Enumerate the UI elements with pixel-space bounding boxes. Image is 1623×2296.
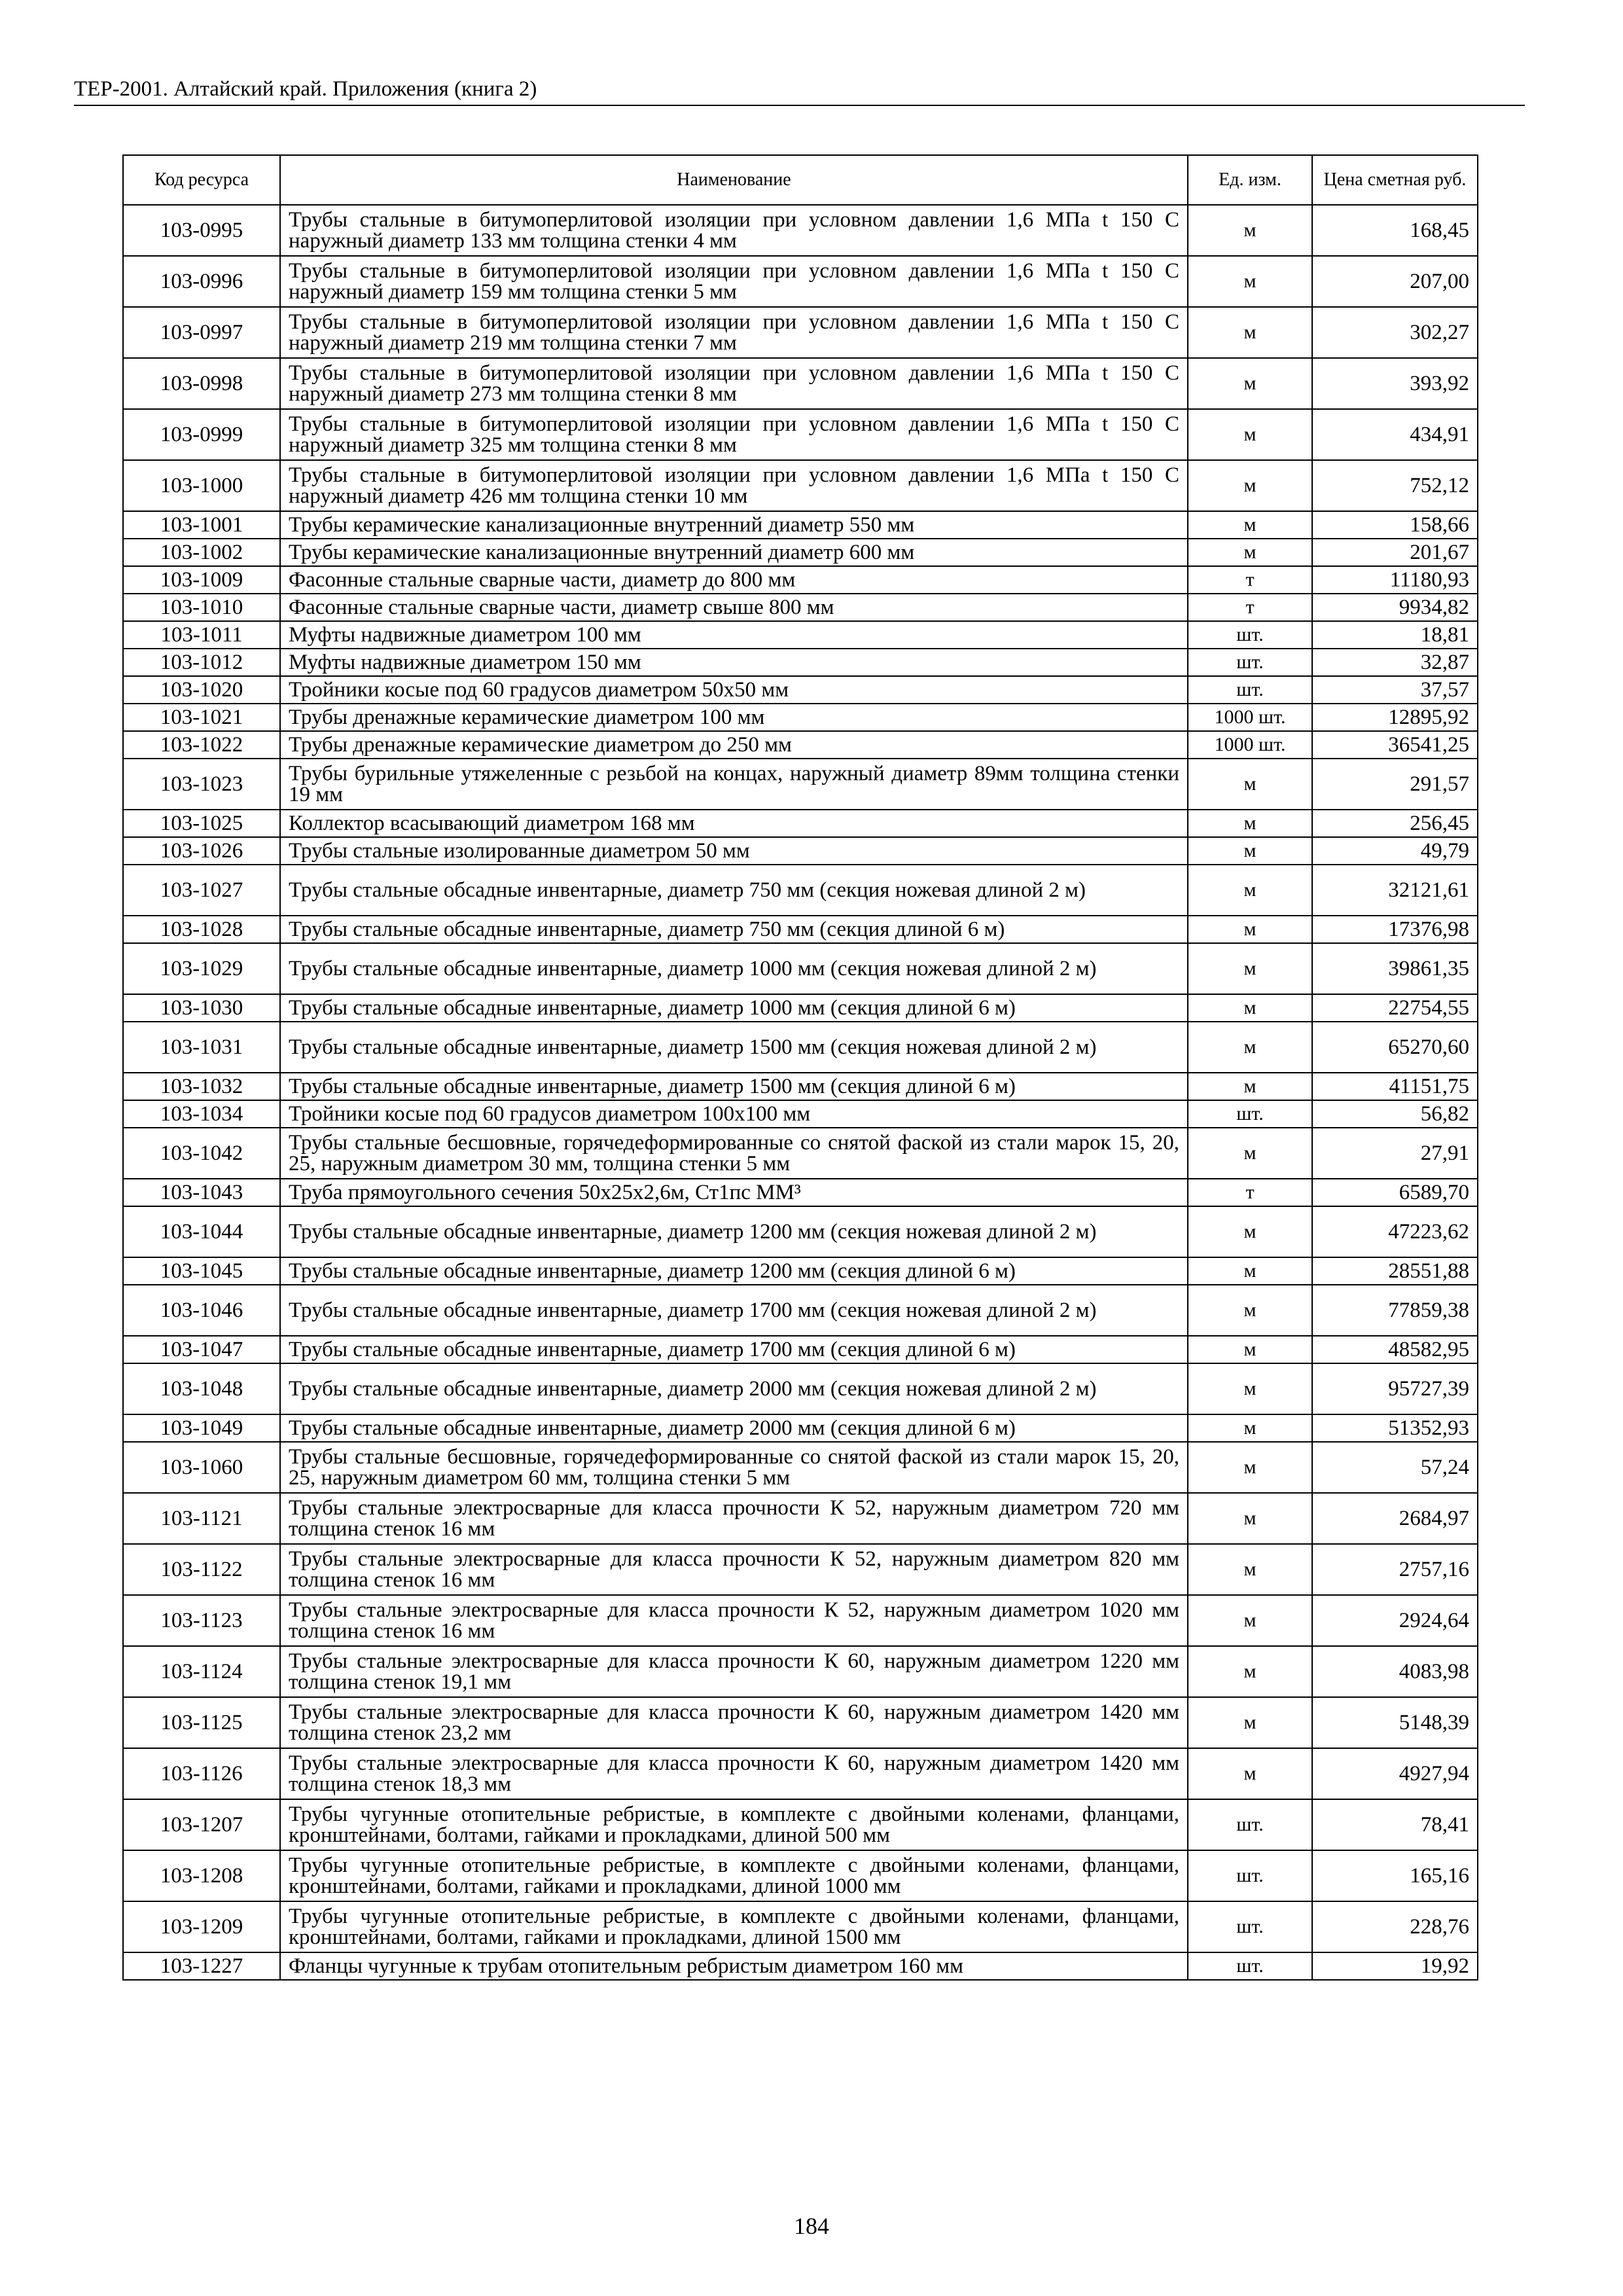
cell-unit: м: [1188, 943, 1312, 994]
cell-price: 32121,61: [1312, 865, 1478, 916]
table-row: [123, 460, 1478, 511]
cell-unit: м: [1188, 759, 1312, 810]
table-row: [123, 1336, 1478, 1363]
cell-unit: м: [1188, 1646, 1312, 1697]
cell-name: Трубы стальные обсадные инвентарные, диаметр 2000 мм (секция длиной 6 м): [280, 1414, 1188, 1442]
cell-code: 103-1123: [123, 1595, 280, 1646]
cell-code: 103-1049: [123, 1414, 280, 1442]
cell-code: 103-1126: [123, 1748, 280, 1799]
cell-code: 103-1060: [123, 1442, 280, 1493]
cell-name: Трубы стальные обсадные инвентарные, диаметр 1000 мм (секция длиной 6 м): [280, 994, 1188, 1022]
cell-code: 103-1020: [123, 676, 280, 704]
cell-name: Трубы стальные электросварные для класса прочности К 60, наружным диаметром 1220 мм толщина стенок 19,1 мм: [280, 1646, 1188, 1697]
cell-price: 78,41: [1312, 1799, 1478, 1850]
cell-unit: м: [1188, 256, 1312, 307]
cell-unit: м: [1188, 1595, 1312, 1646]
table-row: [123, 916, 1478, 943]
cell-name: Трубы стальные обсадные инвентарные, диаметр 1500 мм (секция длиной 6 м): [280, 1073, 1188, 1100]
table-row: [123, 539, 1478, 566]
document-title: ТЕР-2001. Алтайский край. Приложения (книга 2): [74, 77, 537, 101]
cell-price: 51352,93: [1312, 1414, 1478, 1442]
table-row: [123, 1595, 1478, 1646]
cell-code: 103-1208: [123, 1850, 280, 1901]
cell-code: 103-1028: [123, 916, 280, 943]
cell-name: Трубы стальные бесшовные, горячедеформированные со снятой фаской из стали марок 15, 20, 25, наружным диаметром 60 мм, толщина стенки 5 мм: [280, 1442, 1188, 1493]
cell-code: 103-1029: [123, 943, 280, 994]
table-row: [123, 594, 1478, 621]
cell-price: 2924,64: [1312, 1595, 1478, 1646]
cell-code: 103-1031: [123, 1022, 280, 1073]
cell-name: Трубы стальные обсадные инвентарные, диаметр 1200 мм (секция длиной 6 м): [280, 1257, 1188, 1285]
cell-unit: шт.: [1188, 676, 1312, 704]
column-header-unit: Ед. изм.: [1188, 155, 1312, 205]
table-row: [123, 1952, 1478, 1980]
cell-code: 103-0996: [123, 256, 280, 307]
cell-unit: шт.: [1188, 1850, 1312, 1901]
page-number: 184: [794, 2213, 829, 2239]
cell-price: 95727,39: [1312, 1363, 1478, 1414]
cell-unit: м: [1188, 1257, 1312, 1285]
cell-unit: шт.: [1188, 649, 1312, 676]
cell-code: 103-1023: [123, 759, 280, 810]
cell-name: Трубы стальные электросварные для класса прочности К 52, наружным диаметром 720 мм толщина стенок 16 мм: [280, 1493, 1188, 1544]
cell-price: 165,16: [1312, 1850, 1478, 1901]
cell-code: 103-1043: [123, 1179, 280, 1206]
cell-price: 393,92: [1312, 358, 1478, 409]
cell-price: 56,82: [1312, 1100, 1478, 1128]
cell-price: 11180,93: [1312, 566, 1478, 594]
cell-code: 103-1027: [123, 865, 280, 916]
cell-unit: м: [1188, 1414, 1312, 1442]
cell-name: Трубы стальные электросварные для класса прочности К 52, наружным диаметром 820 мм толщина стенок 16 мм: [280, 1544, 1188, 1595]
cell-code: 103-1045: [123, 1257, 280, 1285]
cell-unit: м: [1188, 865, 1312, 916]
table-row: [123, 1493, 1478, 1544]
table-row: [123, 1206, 1478, 1257]
cell-price: 201,67: [1312, 539, 1478, 566]
column-header-name: Наименование: [280, 155, 1188, 205]
cell-code: 103-1042: [123, 1128, 280, 1179]
column-header-code: Код ресурса: [123, 155, 280, 205]
cell-code: 103-1032: [123, 1073, 280, 1100]
cell-code: 103-1209: [123, 1901, 280, 1952]
table-row: [123, 1697, 1478, 1748]
cell-name: Тройники косые под 60 градусов диаметром 50х50 мм: [280, 676, 1188, 704]
table-row: [123, 409, 1478, 460]
cell-name: Трубы чугунные отопительные ребристые, в комплекте с двойными коленами, фланцами, кронштейнами, болтами, гайками и прокладками, длиной 500 мм: [280, 1799, 1188, 1850]
cell-unit: м: [1188, 1285, 1312, 1336]
table-row: [123, 205, 1478, 256]
cell-code: 103-1002: [123, 539, 280, 566]
cell-unit: м: [1188, 409, 1312, 460]
cell-price: 434,91: [1312, 409, 1478, 460]
table-row: [123, 865, 1478, 916]
table-row: [123, 759, 1478, 810]
cell-price: 41151,75: [1312, 1073, 1478, 1100]
table-row: [123, 994, 1478, 1022]
cell-code: 103-0999: [123, 409, 280, 460]
table-row: [123, 1646, 1478, 1697]
cell-name: Трубы стальные обсадные инвентарные, диаметр 1700 мм (секция ножевая длиной 2 м): [280, 1285, 1188, 1336]
cell-name: Трубы стальные обсадные инвентарные, диаметр 2000 мм (секция ножевая длиной 2 м): [280, 1363, 1188, 1414]
cell-name: Фланцы чугунные к трубам отопительным ребристым диаметром 160 мм: [280, 1952, 1188, 1980]
cell-code: 103-1009: [123, 566, 280, 594]
cell-unit: м: [1188, 1544, 1312, 1595]
cell-unit: т: [1188, 594, 1312, 621]
cell-unit: м: [1188, 1073, 1312, 1100]
table-row: [123, 511, 1478, 539]
table-row: [123, 1363, 1478, 1414]
cell-price: 39861,35: [1312, 943, 1478, 994]
cell-name: Муфты надвижные диаметром 150 мм: [280, 649, 1188, 676]
cell-name: Трубы дренажные керамические диаметром до 250 мм: [280, 731, 1188, 759]
cell-price: 291,57: [1312, 759, 1478, 810]
cell-unit: т: [1188, 566, 1312, 594]
table-row: [123, 256, 1478, 307]
cell-name: Трубы керамические канализационные внутренний диаметр 550 мм: [280, 511, 1188, 539]
cell-unit: м: [1188, 1206, 1312, 1257]
cell-unit: шт.: [1188, 621, 1312, 649]
cell-code: 103-1125: [123, 1697, 280, 1748]
cell-code: 103-1021: [123, 704, 280, 731]
cell-name: Трубы стальные бесшовные, горячедеформированные со снятой фаской из стали марок 15, 20, 25, наружным диаметром 30 мм, толщина стенки 5 мм: [280, 1128, 1188, 1179]
cell-price: 17376,98: [1312, 916, 1478, 943]
cell-code: 103-1012: [123, 649, 280, 676]
cell-unit: м: [1188, 1022, 1312, 1073]
table-row: [123, 676, 1478, 704]
cell-name: Фасонные стальные сварные части, диаметр свыше 800 мм: [280, 594, 1188, 621]
table-row: [123, 704, 1478, 731]
cell-code: 103-1011: [123, 621, 280, 649]
table-row: [123, 307, 1478, 358]
table-row: [123, 1128, 1478, 1179]
table-row: [123, 1799, 1478, 1850]
cell-code: 103-1122: [123, 1544, 280, 1595]
table-row: [123, 943, 1478, 994]
cell-price: 65270,60: [1312, 1022, 1478, 1073]
cell-price: 47223,62: [1312, 1206, 1478, 1257]
table-row: [123, 1901, 1478, 1952]
table-row: [123, 1100, 1478, 1128]
cell-price: 302,27: [1312, 307, 1478, 358]
cell-name: Фасонные стальные сварные части, диаметр до 800 мм: [280, 566, 1188, 594]
cell-unit: шт.: [1188, 1901, 1312, 1952]
cell-name: Трубы чугунные отопительные ребристые, в комплекте с двойными коленами, фланцами, кронштейнами, болтами, гайками и прокладками, длиной 1000 мм: [280, 1850, 1188, 1901]
cell-price: 6589,70: [1312, 1179, 1478, 1206]
cell-name: Коллектор всасывающий диаметром 168 мм: [280, 810, 1188, 837]
cell-code: 103-1044: [123, 1206, 280, 1257]
cell-price: 168,45: [1312, 205, 1478, 256]
cell-unit: м: [1188, 994, 1312, 1022]
cell-code: 103-1048: [123, 1363, 280, 1414]
cell-price: 12895,92: [1312, 704, 1478, 731]
cell-unit: шт.: [1188, 1799, 1312, 1850]
table-row: [123, 649, 1478, 676]
cell-name: Трубы стальные в битумоперлитовой изоляции при условном давлении 1,6 МПа t 150 С наружный диаметр 133 мм толщина стенки 4 мм: [280, 205, 1188, 256]
cell-name: Трубы стальные электросварные для класса прочности К 60, наружным диаметром 1420 мм толщина стенок 18,3 мм: [280, 1748, 1188, 1799]
cell-name: Трубы стальные обсадные инвентарные, диаметр 1200 мм (секция ножевая длиной 2 м): [280, 1206, 1188, 1257]
cell-name: Трубы дренажные керамические диаметром 100 мм: [280, 704, 1188, 731]
cell-code: 103-1046: [123, 1285, 280, 1336]
cell-name: Трубы чугунные отопительные ребристые, в комплекте с двойными коленами, фланцами, кронштейнами, болтами, гайками и прокладками, длиной 1500 мм: [280, 1901, 1188, 1952]
cell-name: Трубы стальные обсадные инвентарные, диаметр 1000 мм (секция ножевая длиной 2 м): [280, 943, 1188, 994]
cell-name: Трубы стальные в битумоперлитовой изоляции при условном давлении 1,6 МПа t 150 С наружный диаметр 273 мм толщина стенки 8 мм: [280, 358, 1188, 409]
cell-unit: 1000 шт.: [1188, 704, 1312, 731]
table-body: [123, 205, 1478, 1980]
cell-code: 103-0995: [123, 205, 280, 256]
cell-price: 49,79: [1312, 837, 1478, 865]
cell-unit: 1000 шт.: [1188, 731, 1312, 759]
cell-name: Трубы стальные обсадные инвентарные, диаметр 750 мм (секция длиной 6 м): [280, 916, 1188, 943]
cell-price: 28551,88: [1312, 1257, 1478, 1285]
table-row: [123, 1022, 1478, 1073]
cell-unit: т: [1188, 1179, 1312, 1206]
cell-name: Трубы стальные в битумоперлитовой изоляции при условном давлении 1,6 МПа t 150 С наружный диаметр 219 мм толщина стенки 7 мм: [280, 307, 1188, 358]
cell-code: 103-1022: [123, 731, 280, 759]
cell-name: Трубы стальные электросварные для класса прочности К 60, наружным диаметром 1420 мм толщина стенок 23,2 мм: [280, 1697, 1188, 1748]
cell-code: 103-1047: [123, 1336, 280, 1363]
cell-unit: м: [1188, 837, 1312, 865]
cell-code: 103-1121: [123, 1493, 280, 1544]
cell-price: 5148,39: [1312, 1697, 1478, 1748]
cell-price: 2684,97: [1312, 1493, 1478, 1544]
cell-unit: м: [1188, 810, 1312, 837]
cell-price: 207,00: [1312, 256, 1478, 307]
cell-code: 103-0998: [123, 358, 280, 409]
price-table-container: [122, 154, 1477, 1981]
cell-name: Трубы керамические канализационные внутренний диаметр 600 мм: [280, 539, 1188, 566]
cell-unit: м: [1188, 1493, 1312, 1544]
cell-unit: м: [1188, 1748, 1312, 1799]
cell-unit: м: [1188, 1128, 1312, 1179]
cell-name: Трубы стальные в битумоперлитовой изоляции при условном давлении 1,6 МПа t 150 С наружный диаметр 325 мм толщина стенки 8 мм: [280, 409, 1188, 460]
cell-name: Трубы стальные обсадные инвентарные, диаметр 1500 мм (секция ножевая длиной 2 м): [280, 1022, 1188, 1073]
cell-price: 4927,94: [1312, 1748, 1478, 1799]
table-row: [123, 1073, 1478, 1100]
table-row: [123, 810, 1478, 837]
cell-name: Трубы стальные в битумоперлитовой изоляции при условном давлении 1,6 МПа t 150 С наружный диаметр 426 мм толщина стенки 10 мм: [280, 460, 1188, 511]
cell-price: 37,57: [1312, 676, 1478, 704]
table-row: [123, 1285, 1478, 1336]
cell-unit: шт.: [1188, 1100, 1312, 1128]
table-row: [123, 621, 1478, 649]
table-row: [123, 566, 1478, 594]
cell-code: 103-1010: [123, 594, 280, 621]
cell-name: Трубы стальные обсадные инвентарные, диаметр 1700 мм (секция длиной 6 м): [280, 1336, 1188, 1363]
cell-unit: м: [1188, 205, 1312, 256]
table-row: [123, 1544, 1478, 1595]
cell-price: 228,76: [1312, 1901, 1478, 1952]
cell-price: 27,91: [1312, 1128, 1478, 1179]
cell-price: 4083,98: [1312, 1646, 1478, 1697]
page-header: [74, 73, 1525, 106]
cell-code: 103-1124: [123, 1646, 280, 1697]
table-row: [123, 358, 1478, 409]
cell-price: 32,87: [1312, 649, 1478, 676]
cell-name: Трубы бурильные утяжеленные с резьбой на концах, наружный диаметр 89мм толщина стенки 19 мм: [280, 759, 1188, 810]
cell-price: 22754,55: [1312, 994, 1478, 1022]
table-row: [123, 1850, 1478, 1901]
cell-price: 18,81: [1312, 621, 1478, 649]
cell-code: 103-1000: [123, 460, 280, 511]
cell-unit: м: [1188, 916, 1312, 943]
table-row: [123, 837, 1478, 865]
price-table: [122, 154, 1478, 1981]
cell-code: 103-1227: [123, 1952, 280, 1980]
cell-price: 77859,38: [1312, 1285, 1478, 1336]
cell-price: 752,12: [1312, 460, 1478, 511]
cell-code: 103-0997: [123, 307, 280, 358]
column-header-price: Цена сметная руб.: [1312, 155, 1478, 205]
cell-name: Труба прямоугольного сечения 50х25х2,6м, Ст1пс ММ³: [280, 1179, 1188, 1206]
table-row: [123, 1414, 1478, 1442]
cell-unit: м: [1188, 358, 1312, 409]
cell-unit: м: [1188, 1336, 1312, 1363]
cell-code: 103-1207: [123, 1799, 280, 1850]
cell-price: 36541,25: [1312, 731, 1478, 759]
cell-unit: м: [1188, 1363, 1312, 1414]
table-header-row: [123, 155, 1478, 205]
cell-price: 19,92: [1312, 1952, 1478, 1980]
cell-code: 103-1025: [123, 810, 280, 837]
table-row: [123, 1179, 1478, 1206]
cell-code: 103-1001: [123, 511, 280, 539]
cell-unit: м: [1188, 460, 1312, 511]
cell-price: 2757,16: [1312, 1544, 1478, 1595]
cell-price: 57,24: [1312, 1442, 1478, 1493]
cell-name: Муфты надвижные диаметром 100 мм: [280, 621, 1188, 649]
cell-unit: м: [1188, 511, 1312, 539]
cell-unit: м: [1188, 1442, 1312, 1493]
cell-code: 103-1034: [123, 1100, 280, 1128]
cell-unit: м: [1188, 1697, 1312, 1748]
table-row: [123, 731, 1478, 759]
cell-name: Трубы стальные в битумоперлитовой изоляции при условном давлении 1,6 МПа t 150 С наружный диаметр 159 мм толщина стенки 5 мм: [280, 256, 1188, 307]
cell-unit: м: [1188, 539, 1312, 566]
cell-unit: шт.: [1188, 1952, 1312, 1980]
cell-price: 48582,95: [1312, 1336, 1478, 1363]
cell-unit: м: [1188, 307, 1312, 358]
table-row: [123, 1748, 1478, 1799]
cell-name: Трубы стальные электросварные для класса прочности К 52, наружным диаметром 1020 мм толщина стенок 16 мм: [280, 1595, 1188, 1646]
cell-code: 103-1026: [123, 837, 280, 865]
table-row: [123, 1442, 1478, 1493]
cell-code: 103-1030: [123, 994, 280, 1022]
table-row: [123, 1257, 1478, 1285]
cell-price: 9934,82: [1312, 594, 1478, 621]
cell-name: Тройники косые под 60 градусов диаметром 100х100 мм: [280, 1100, 1188, 1128]
cell-price: 158,66: [1312, 511, 1478, 539]
cell-name: Трубы стальные изолированные диаметром 50 мм: [280, 837, 1188, 865]
cell-price: 256,45: [1312, 810, 1478, 837]
cell-name: Трубы стальные обсадные инвентарные, диаметр 750 мм (секция ножевая длиной 2 м): [280, 865, 1188, 916]
